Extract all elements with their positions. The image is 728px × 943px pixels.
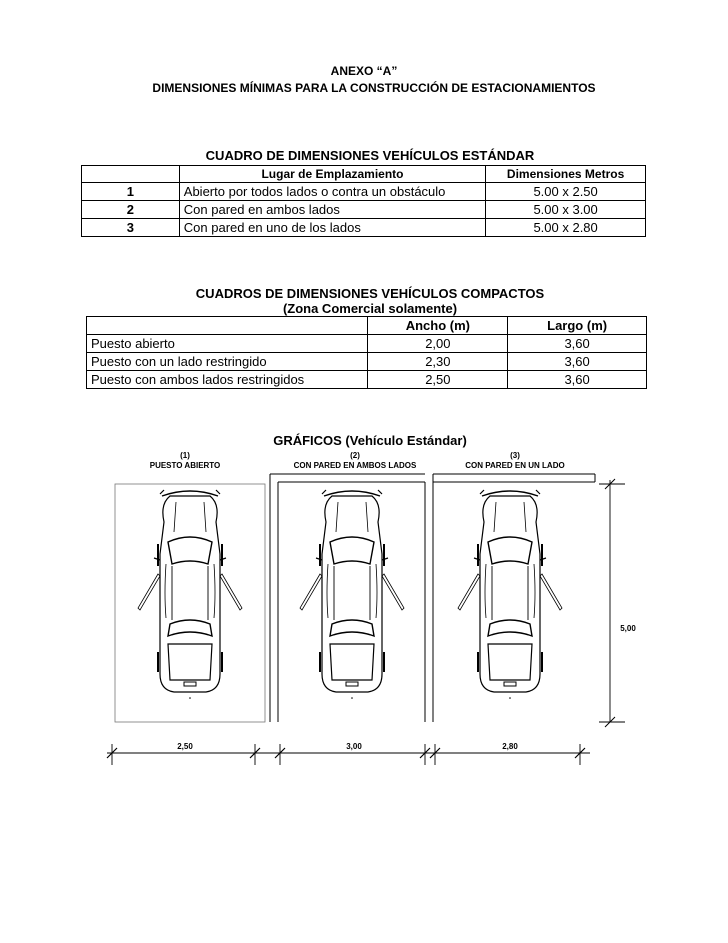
annex-label: ANEXO “A”	[330, 64, 398, 78]
table-header-cell	[82, 166, 180, 183]
table-header-row	[87, 317, 647, 335]
table-row	[82, 183, 646, 201]
compact-dimensions-table	[86, 316, 647, 389]
row-length: 3,60	[508, 335, 647, 353]
table-row	[82, 201, 646, 219]
table-header-cell: Dimensiones Metros	[486, 166, 646, 183]
row-place: Abierto por todos lados o contra un obstáculo	[179, 183, 485, 201]
document-title: DIMENSIONES MÍNIMAS PARA LA CONSTRUCCIÓN DE ESTACIONAMIENTOS	[152, 81, 596, 95]
standard-dimensions-table	[81, 165, 646, 237]
row-label: Puesto con un lado restringido	[87, 353, 368, 371]
row-length: 3,60	[508, 353, 647, 371]
table-header-cell	[87, 317, 368, 335]
row-label: Puesto con ambos lados restringidos	[87, 371, 368, 389]
panel-2-width-label: 3,00	[346, 742, 362, 751]
table-row	[87, 335, 647, 353]
car-drawing-3	[458, 490, 562, 699]
row-width: 2,50	[368, 371, 508, 389]
panel-2-caption: CON PARED EN AMBOS LADOS	[293, 461, 417, 470]
row-label: Puesto abierto	[87, 335, 368, 353]
panel-3-caption: CON PARED EN UN LADO	[465, 461, 565, 470]
table-header-cell: Lugar de Emplazamiento	[179, 166, 485, 183]
row-dimensions: 5.00 x 3.00	[486, 201, 646, 219]
row-place: Con pared en ambos lados	[179, 201, 485, 219]
compact-table-subtitle: (Zona Comercial solamente)	[282, 301, 458, 316]
table-header-cell: Largo (m)	[508, 317, 647, 335]
table-row	[82, 219, 646, 237]
car-drawing-2	[300, 490, 404, 699]
graphics-title: GRÁFICOS (Vehículo Estándar)	[273, 433, 467, 448]
panel-1-number: (1)	[180, 451, 190, 460]
row-place: Con pared en uno de los lados	[179, 219, 485, 237]
row-length: 3,60	[508, 371, 647, 389]
panel-1-width-label: 2,50	[177, 742, 193, 751]
row-number: 1	[82, 183, 180, 201]
standard-table-title: CUADRO DE DIMENSIONES VEHÍCULOS ESTÁNDAR	[205, 148, 535, 163]
row-number: 2	[82, 201, 180, 219]
wall-top-outline	[433, 474, 595, 482]
row-width: 2,30	[368, 353, 508, 371]
compact-table-title: CUADROS DE DIMENSIONES VEHÍCULOS COMPACTOS	[195, 286, 545, 301]
wall-left-outline	[270, 474, 425, 722]
wall-middle-outline	[425, 474, 433, 722]
table-row	[87, 371, 647, 389]
panel-3-number: (3)	[510, 451, 520, 460]
panel-2-number: (2)	[350, 451, 360, 460]
parking-diagrams	[95, 470, 655, 770]
row-dimensions: 5.00 x 2.80	[486, 219, 646, 237]
row-width: 2,00	[368, 335, 508, 353]
row-dimensions: 5.00 x 2.50	[486, 183, 646, 201]
car-drawing-1	[138, 490, 242, 699]
table-row	[87, 353, 647, 371]
table-header-cell: Ancho (m)	[368, 317, 508, 335]
length-label: 5,00	[620, 624, 636, 633]
row-number: 3	[82, 219, 180, 237]
table-header-row	[82, 166, 646, 183]
panel-3-width-label: 2,80	[502, 742, 518, 751]
panel-1-caption: PUESTO ABIERTO	[149, 461, 221, 470]
